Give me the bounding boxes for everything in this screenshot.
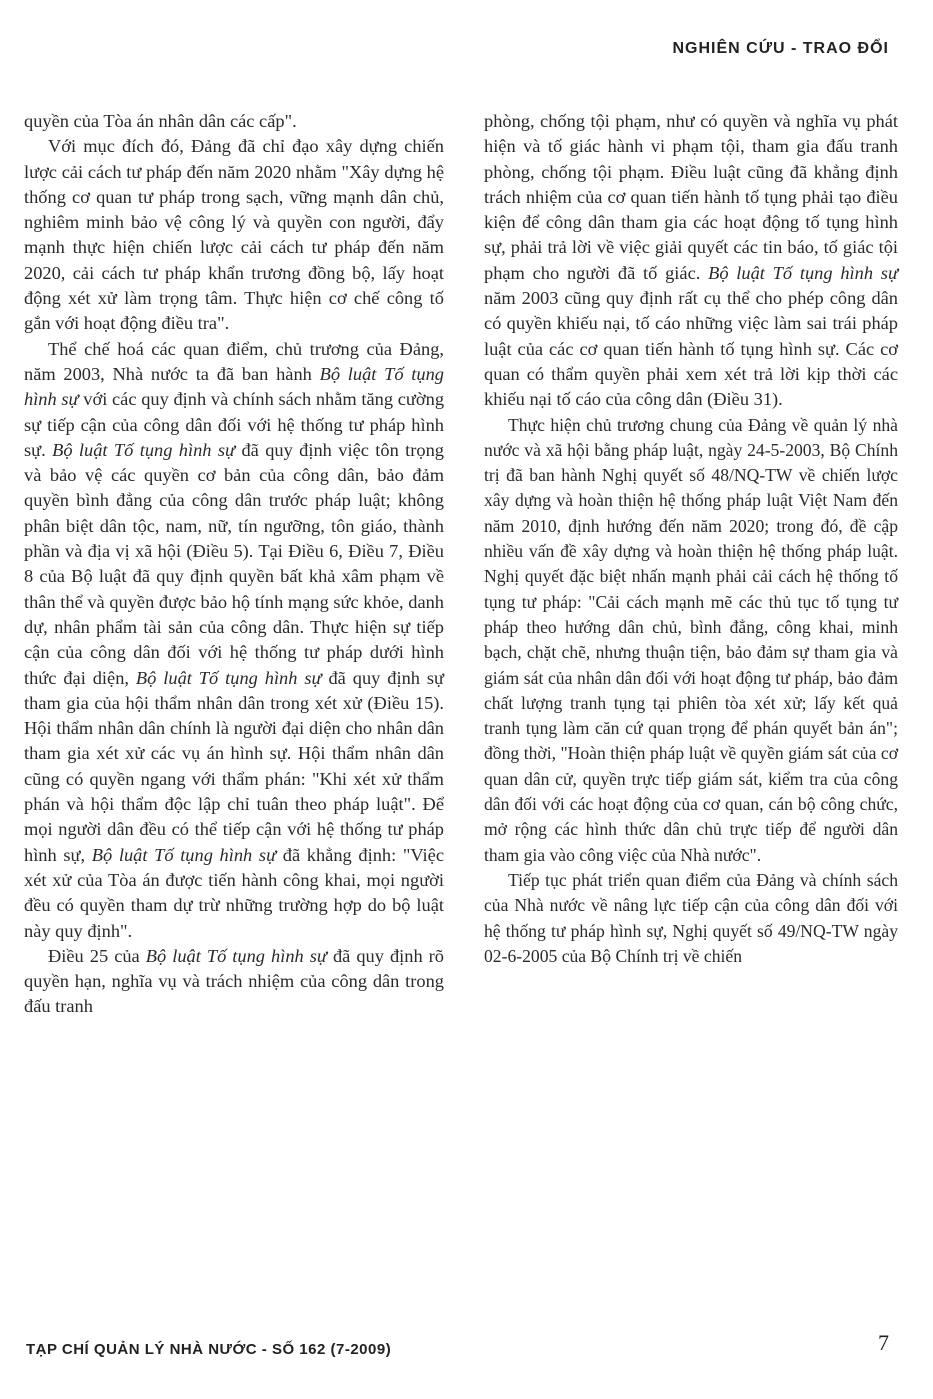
law-title: Bộ luật Tố tụng hình sự [708,262,898,283]
journal-footer: TẠP CHÍ QUẢN LÝ NHÀ NƯỚC - SỐ 162 (7-2009) [26,1341,392,1358]
paragraph: Thể chế hoá các quan điểm, chủ trương của Đảng, năm 2003, Nhà nước ta đã ban hành Bộ luật Tố tụng hình sự với các quy định và chính sách nhằm tăng cường sự tiếp cận của công dân đối với hệ thống tư pháp hình sự. Bộ luật Tố tụng hình sự đã quy định việc tôn trọng và bảo vệ các quyền cơ bản của công dân, bảo đảm quyền bình đẳng của công dân trước pháp luật; không phân biệt dân tộc, nam, nữ, tín ngưỡng, tôn giáo, thành phần và địa vị xã hội (Điều 5). Tại Điều 6, Điều 7, Điều 8 của Bộ luật đã quy định quyền bất khả xâm phạm về thân thể và quyền được bảo hộ tính mạng sức khỏe, danh dự, nhân phẩm tài sản của công dân. Thực hiện sự tiếp cận của công dân đối với hệ thống tư pháp dưới hình thức đại diện, Bộ luật Tố tụng hình sự đã quy định sự tham gia của hội thẩm nhân dân trong xét xử (Điều 15). Hội thẩm nhân dân chính là người đại diện cho nhân dân tham gia xét xử các vụ án hình sự. Hội thẩm nhân dân cũng có quyền ngang với thẩm phán: "Khi xét xử thẩm phán và hội thẩm độc lập chỉ tuân theo pháp luật". Để mọi người dân đều có thể tiếp cận với hệ thống tư pháp hình sự, Bộ luật Tố tụng hình sự đã khẳng định: "Việc xét xử của Tòa án được tiến hành công khai, mọi người đều có quyền tham dự trừ những trường hợp do bộ luật này quy định". [24,338,445,941]
paragraph: Tiếp tục phát triển quan điểm của Đảng và chính sách của Nhà nước về nâng lực tiếp cận của công dân đối với hệ thống tư pháp hình sự, Nghị quyết số 49/NQ-TW ngày 02-6-2005 của Bộ Chính trị về chiến [484,869,898,966]
paragraph: phòng, chống tội phạm, như có quyền và nghĩa vụ phát hiện và tố giác hành vi phạm tội, tham gia đấu tranh phòng, chống tội phạm. Điều luật cũng đã khẳng định trách nhiệm của cơ quan tiến hành tố tụng phải tạo điều kiện để công dân tham gia các hoạt động tố tụng hình sự, phải trả lời về việc giải quyết các tin báo, tố giác tội phạm cho người đã tố giác. Bộ luật Tố tụng hình sự năm 2003 cũng quy định rất cụ thể cho phép công dân có quyền khiếu nại, tố cáo những việc làm sai trái pháp luật của các cơ quan tiến hành tố tụng hình sự. Các cơ quan có thẩm quyền phải xem xét trả lời kịp thời các khiếu nại tố cáo của công dân (Điều 31). [484,111,898,410]
paragraph: Với mục đích đó, Đảng đã chỉ đạo xây dựng chiến lược cải cách tư pháp đến năm 2020 nhằm "Xây dựng hệ thống cơ quan tư pháp trong sạch, vững mạnh dân chủ, nghiêm minh bảo vệ công lý và quyền con người, đẩy mạnh thực hiện chiến lược cải cách tư pháp đến năm 2020, cải cách tư pháp khẩn trương đồng bộ, lấy hoạt động xét xử làm trọng tâm. Thực hiện cơ chế công tố gắn với hoạt động điều tra". [24,136,444,334]
left-column [24,109,444,1020]
law-title: Bộ luật Tố tụng hình sự [52,439,236,460]
right-column [484,109,898,969]
paragraph: Điều 25 của Bộ luật Tố tụng hình sự đã quy định rõ quyền hạn, nghĩa vụ và trách nhiệm của công dân trong đấu tranh [24,945,445,1017]
paragraph: quyền của Tòa án nhân dân các cấp". [24,111,297,131]
law-title: Bộ luật Tố tụng hình sự [135,667,322,688]
law-title: Bộ luật Tố tụng hình sự [91,844,277,865]
law-title: Bộ luật Tố tụng hình sự [145,945,327,966]
paragraph: Thực hiện chủ trương chung của Đảng về quản lý nhà nước và xã hội bằng pháp luật, ngày 24-5-2003, Bộ Chính trị đã ban hành Nghị quyết số 48/NQ-TW về chiến lược xây dựng và hoàn thiện hệ thống pháp luật Việt Nam đến năm 2010, định hướng đến năm 2020; trong đó, đề cập nhiều vấn đề xây dựng và hoàn thiện hệ thống pháp luật. Nghị quyết đặc biệt nhấn mạnh phải cải cách hệ thống tố tụng tư pháp: "Cải cách mạnh mẽ các thủ tục tố tụng tư pháp theo hướng dân chủ, bình đẳng, công khai, minh bạch, chặt chẽ, nhưng thuận tiện, bảo đảm sự tham gia và giám sát của nhân dân đối với hoạt động tư pháp, bảo đảm chất lượng tranh tụng tại phiên tòa xét xử; lấy kết quả tranh tụng làm căn cứ quan trọng để phán quyết bản án"; đồng thời, "Hoàn thiện pháp luật về quyền giám sát của cơ quan dân cử, quyền trực tiếp giám sát, kiểm tra của công dân đối với các hoạt động của cơ quan, cán bộ công chức, mở rộng các hình thức dân chủ trực tiếp để người dân tham gia vào công việc của Nhà nước". [484,414,898,865]
section-header: NGHIÊN CỨU - TRAO ĐỔI [672,40,889,57]
page-number: 7 [878,1330,889,1355]
law-title: Bộ luật Tố tụng hình sự [24,363,444,410]
